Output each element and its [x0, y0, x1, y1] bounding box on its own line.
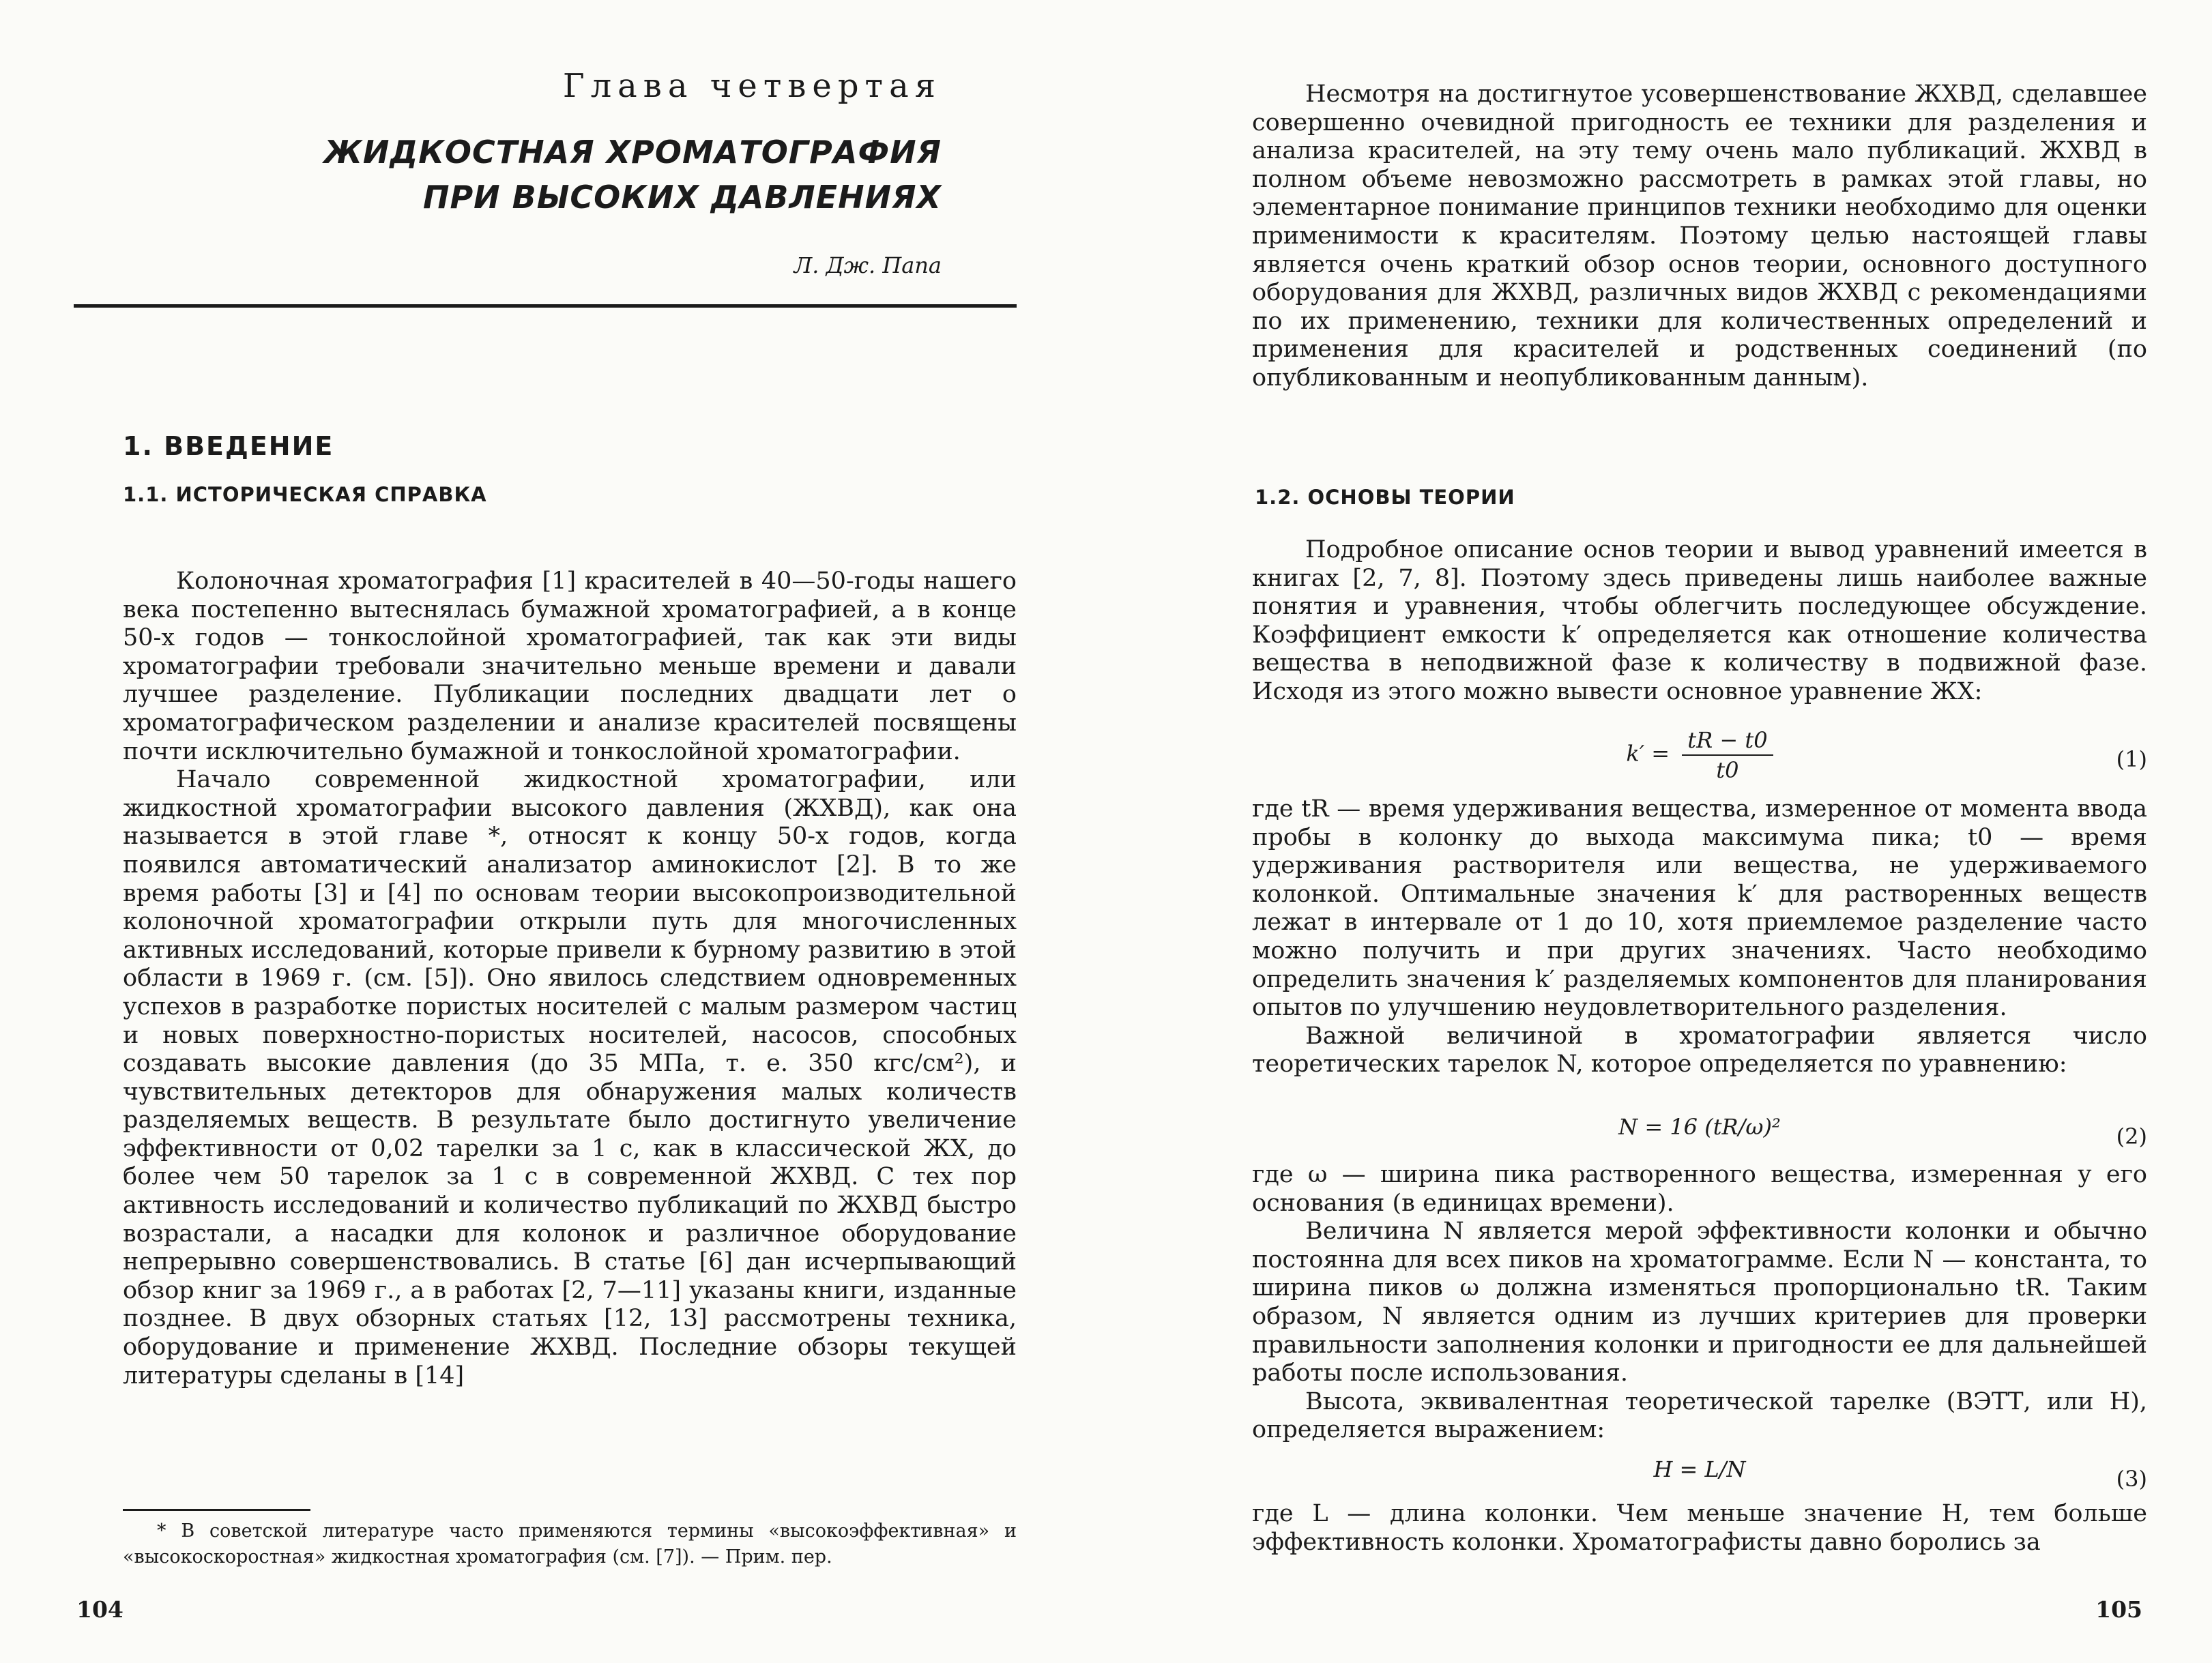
paragraph: Подробное описание основ теории и вывод уравнений имеется в книгах [2, 7, 8]. Поэтому здесь приведены лишь наиболее важные понятия и уравнения, чтобы облегчить последующее обсуждение. Коэффициент емкости k′ определяется как отношение количества вещества в неподвижной фазе к количеству в подвижной фазе. Исходя из этого можно вывести основное уравнение ЖХ: — [1252, 536, 2147, 705]
footnote-rule — [123, 1509, 310, 1511]
chapter-title-line-2: ПРИ ВЫСОКИХ ДАВЛЕНИЯХ — [422, 179, 942, 216]
paragraph: Несмотря на достигнутое усовершенствование ЖХВД, сделавшее совершенно очевидной пригодность ее техники для разделения и анализа красителей, на эту тему очень мало публикаций. ЖХВД в полном объеме невозможно рассмотреть в рамках этой главы, но элементарное понимание принципов техники необходимо для оценки применимости к красителям. Поэтому целью настоящей главы является очень краткий обзор основ теории, основного доступного оборудования для ЖХВД, различных видов ЖХВД с рекомендациями по их применению, техники для количественных определений и применения для красителей и родственных соединений (по опубликованным и неопубликованным данным). — [1252, 80, 2147, 392]
author: Л. Дж. Папа — [794, 252, 942, 278]
chapter-title — [205, 130, 942, 220]
footnote-text: * В советской литературе часто применяются термины «высокоэффективная» и «высокоскоростная» жидкостная хроматография (см. [7]). — Прим. пер. — [123, 1520, 1017, 1568]
efficiency-text — [1252, 1161, 2147, 1445]
paragraph: Начало современной жидкостной хроматографии, или жидкостной хроматографии высокого давления (ЖХВД), как она называется в этой главе *, относят к концу 50-х годов, когда появился автоматический анализатор аминокислот [2]. В то же время работы [3] и [4] по основам теории высокопроизводительной колоночной хроматографии открыли путь для многочисленных активных исследований, которые привели к бурному развитию в этой области в 1969 г. (см. [5]). Оно явилось следствием одновременных успехов в разработке пористых носителей с малым размером частиц и новых поверхностно-пористых носителей, насосов, способных создавать высокие давления (до 35 МПа, т. е. 350 кгс/см²), и чувствительных детекторов для обнаружения малых количеств разделяемых веществ. В результате было достигнуто увеличение эффективности от 0,02 тарелки за 1 с, как в классической ЖХ, до более чем 50 тарелок за 1 с в современной ЖХВД. С тех пор активность исследований и количество публикаций по ЖХВД быстро возрастали, а насадки для колонок и различное оборудование непрерывно совершенствовались. В статье [6] дан исчерпывающий обзор книг за 1969 г., а в работах [2, 7—11] указаны книги, изданные позднее. В двух обзорных статьях [12, 13] рассмотрены техника, оборудование и применение ЖХВД. Последние обзоры текущей литературы сделаны в [14] — [123, 766, 1017, 1389]
equation-1-numerator: tR − t0 — [1682, 727, 1773, 756]
page-number: 104 — [76, 1596, 123, 1623]
left-body-text — [123, 568, 1017, 1390]
chapter-title-line-1: ЖИДКОСТНАЯ ХРОМАТОГРАФИЯ — [323, 134, 942, 171]
equation-1-lhs: k′ = — [1626, 740, 1670, 767]
equation-1 — [1252, 723, 2147, 798]
subsection-heading-theory: 1.2. ОСНОВЫ ТЕОРИИ — [1255, 486, 1515, 509]
equation-2 — [1252, 1114, 2147, 1155]
title-rule — [74, 304, 1017, 308]
paragraph: где ω — ширина пика растворенного вещества, измеренная у его основания (в единицах времени). — [1252, 1161, 2147, 1217]
paragraph: где tR — время удерживания вещества, измеренное от момента ввода пробы в колонку до выхода максимума пика; t0 — время удерживания растворителя или вещества, не удерживаемого колонкой. Оптимальные значения k′ для растворенных веществ лежат в интервале от 1 до 10, хотя приемлемое разделение часто можно получить и при других значениях. Часто необходимо определить значения k′ разделяемых компонентов для планирования опытов по улучшению неудовлетворительного разделения. — [1252, 795, 2147, 1022]
paragraph: Высота, эквивалентная теоретической тарелке (ВЭТТ, или H), определяется выражением: — [1252, 1387, 2147, 1444]
closing-text — [1252, 1500, 2147, 1557]
paragraph: где L — длина колонки. Чем меньше значение H, тем больше эффективность колонки. Хроматографисты давно боролись за — [1252, 1500, 2147, 1556]
equation-1-denominator: t0 — [1716, 757, 1739, 783]
equation-1-fraction — [1682, 727, 1773, 783]
right-intro-text — [1252, 80, 2147, 393]
equation-2-number: (2) — [2116, 1123, 2147, 1149]
page-number: 105 — [2095, 1596, 2142, 1623]
paragraph: Колоночная хроматография [1] красителей в 40—50-годы нашего века постепенно вытеснялась бумажной хроматографией, а в конце 50-х годов — тонкослойной хроматографией, так как эти виды хроматографии требовали значительно меньше времени и давали лучшее разделение. Публикации последних двадцати лет о хроматографическом разделении и анализе красителей посвящены почти исключительно бумажной и тонкослойной хроматографии. — [123, 568, 1017, 765]
section-heading: 1. ВВЕДЕНИЕ — [123, 431, 334, 461]
equation-3-number: (3) — [2116, 1466, 2147, 1492]
footnote — [123, 1518, 1017, 1570]
theory-text — [1252, 536, 2147, 707]
equation-3 — [1252, 1456, 2147, 1497]
equation-2-formula: N = 16 (tR/ω)² — [1618, 1114, 1781, 1140]
right-page — [1197, 0, 2149, 1663]
theory-text-continued — [1252, 795, 2147, 1079]
subsection-heading-history: 1.1. ИСТОРИЧЕСКАЯ СПРАВКА — [123, 483, 487, 506]
chapter-label: Глава четвертая — [562, 67, 942, 105]
paragraph: Величина N является мерой эффективности колонки и обычно постоянна для всех пиков на хроматограмме. Если N — константа, то ширина пиков ω должна изменяться пропорционально tR. Таким образом, N является одним из лучших критериев для проверки правильности заполнения колонки и пригодности ее для дальнейшей работы после использования. — [1252, 1218, 2147, 1387]
equation-3-formula: H = L/N — [1653, 1456, 1746, 1482]
equation-1-formula — [1252, 727, 2147, 783]
equation-1-number: (1) — [2116, 746, 2147, 772]
left-page — [68, 0, 1017, 1663]
paragraph: Важной величиной в хроматографии является число теоретических тарелок N, которое определяется по уравнению: — [1252, 1022, 2147, 1078]
